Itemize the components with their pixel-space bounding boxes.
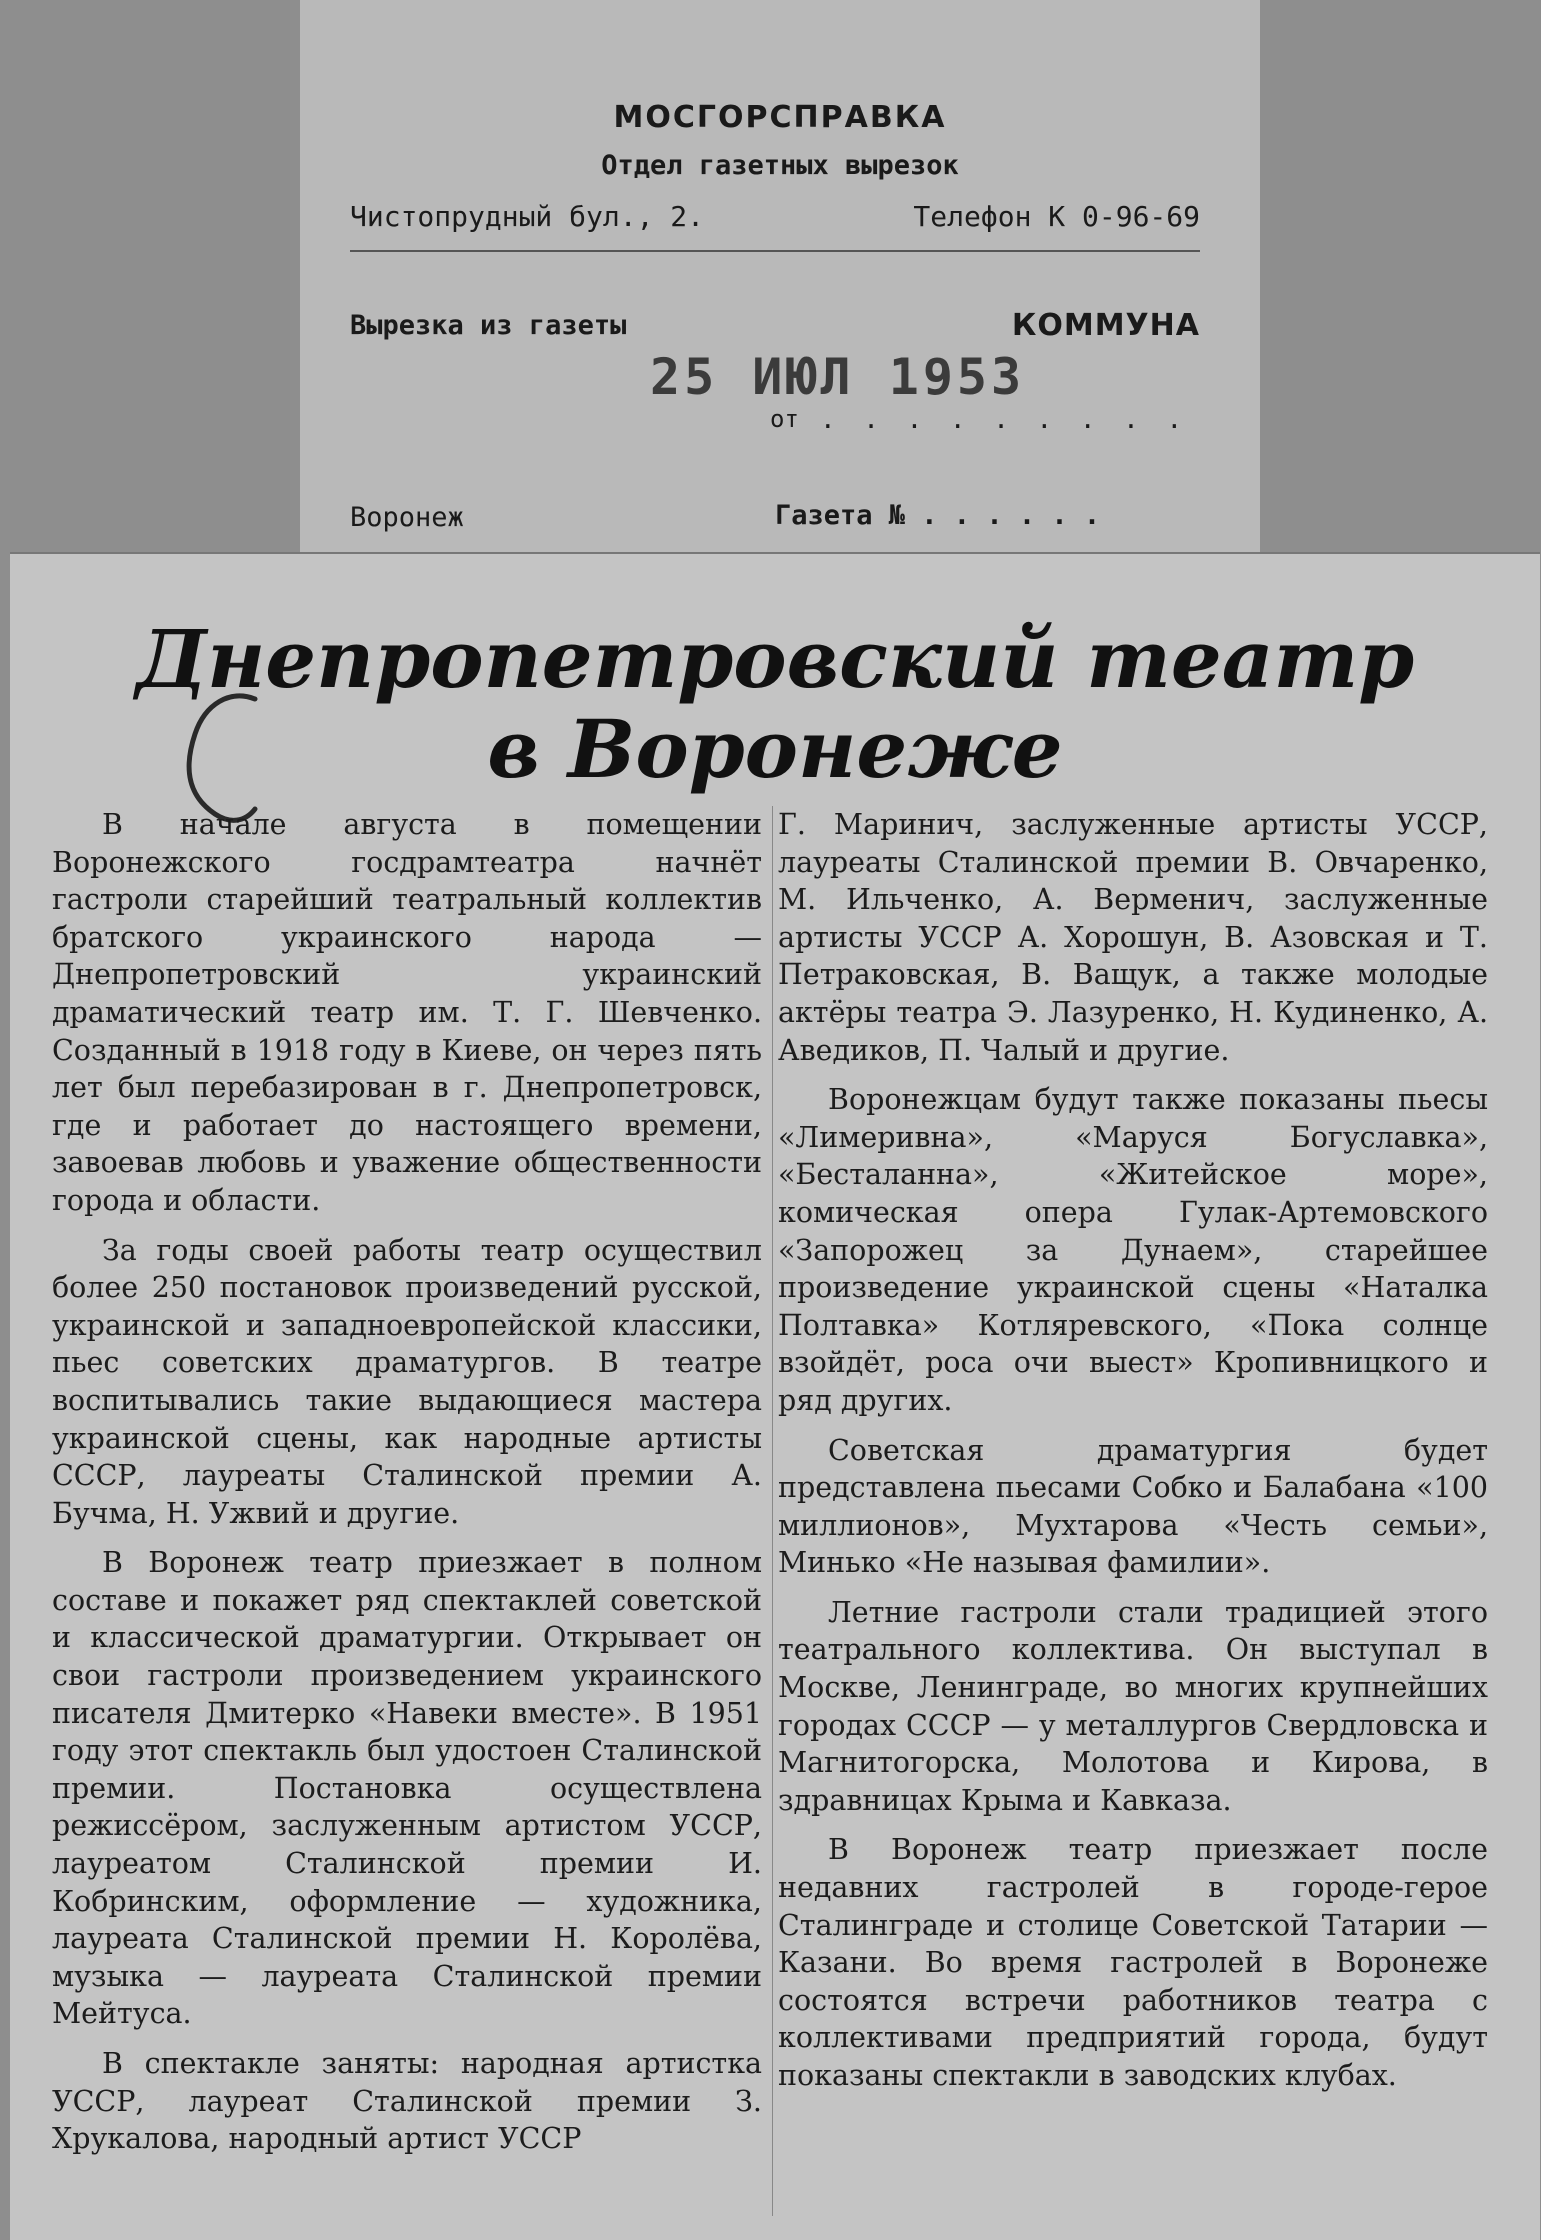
from-label: от bbox=[770, 405, 799, 433]
paragraph: В Воронеж театр приезжает в полном составе и покажет ряд спектаклей советской и классической драматургии. Открывает он свои гастроли произведением украинского писателя Дмитерко «Навеки вместе». В 1951 году этот спектакль был удостоен Сталинской премии. Постановка осуществлена режиссёром, заслуженным артистом УССР, лауреатом Сталинской премии И. Кобринским, оформление — художника, лауреата Сталинской премии Н. Королёва, музыка — лауреата Сталинской премии Мейтуса. bbox=[52, 1546, 762, 2031]
agency-phone: Телефон К 0-96-69 bbox=[913, 200, 1200, 233]
agency-address: Чистопрудный бул., 2. bbox=[350, 200, 705, 233]
clipping-service-slip bbox=[300, 0, 1260, 560]
slip-divider bbox=[350, 250, 1200, 252]
paragraph: За годы своей работы театр осуществил более 250 постановок произведений русской, украинской и западноевропейской классики, пьес советских драматургов. В театре воспитывались такие выдающиеся мастера украинской сцены, как народные артисты СССР, лауреаты Сталинской премии А. Бучма, Н. Ужвий и другие. bbox=[52, 1233, 762, 1530]
paragraph: Летние гастроли стали традицией этого театрального коллектива. Он выступал в Москве, Ленинграде, во многих крупнейших городах СССР — у металлургов Свердловска и Магнитогорска, Молотова и Кирова, в здравницах Крыма и Кавказа. bbox=[778, 1595, 1488, 1817]
column-divider bbox=[772, 806, 773, 2216]
paragraph: В начале августа в помещении Воронежского госдрамтеатра начнёт гастроли старейший театральный коллектив братского украинского народа — Днепропетровский украинский драматический театр им. Т. Г. Шевченко. Созданный в 1918 году в Киеве, он через пять лет был перебазирован в г. Днепропетровск, где и работает до настоящего времени, завоевав любовь и уважение общественности города и области. bbox=[52, 808, 762, 1217]
headline-line-1: Днепропетровский театр bbox=[135, 612, 1415, 706]
gazeta-number: Газета № . . . . . . bbox=[775, 500, 1101, 531]
article-column-left bbox=[52, 806, 762, 2170]
article-column-right bbox=[778, 806, 1488, 2107]
clip-label: Вырезка из газеты bbox=[350, 310, 627, 341]
date-stamp: 25 ИЮЛ 1953 bbox=[650, 348, 1026, 406]
paragraph: Советская драматургия будет представлена пьесами Собко и Балабана «100 миллионов», Мухтарова «Честь семьи», Минько «Не называя фамилии». bbox=[778, 1433, 1488, 1580]
newspaper-name: КОММУНА bbox=[1011, 308, 1200, 343]
agency-name: МОСГОРСПРАВКА bbox=[613, 100, 947, 135]
paragraph: Г. Маринич, заслуженные артисты УССР, лауреаты Сталинской премии В. Овчаренко, М. Ильченко, А. Верменич, заслуженные артисты УССР А. Хорошун, В. Азовская и Т. Петраковская, В. Ващук, а также молодые актёры театра Э. Лазуренко, Н. Кудиненко, А. Аведиков, П. Чалый и другие. bbox=[778, 808, 1488, 1067]
city-label: Воронеж bbox=[350, 502, 464, 533]
from-dots: . . . . . . . . . bbox=[820, 405, 1189, 435]
department-name: Отдел газетных вырезок bbox=[601, 150, 959, 181]
paragraph: В Воронеж театр приезжает после недавних гастролей в городе-герое Сталинграде и столице Советской Татарии — Казани. Во время гастролей в Воронеже состоятся встречи работников театра с коллективами предприятий города, будут показаны спектакли в заводских клубах. bbox=[778, 1833, 1488, 2092]
headline-line-2: в Воронеже bbox=[487, 702, 1063, 796]
paragraph: В спектакле заняты: народная артистка УССР, лауреат Сталинской премии З. Хрукалова, народный артист УССР bbox=[52, 2047, 762, 2156]
newspaper-clipping bbox=[10, 552, 1540, 2240]
paragraph: Воронежцам будут также показаны пьесы «Лимеривна», «Маруся Богуславка», «Бесталанна», «Житейское море», комическая опера Гулак-Артемовского «Запорожец за Дунаем», старейшее произведение украинской сцены «Наталка Полтавка» Котляревского, «Пока солнце взойдёт, роса очи выест» Кропивницкого и ряд других. bbox=[778, 1083, 1488, 1417]
